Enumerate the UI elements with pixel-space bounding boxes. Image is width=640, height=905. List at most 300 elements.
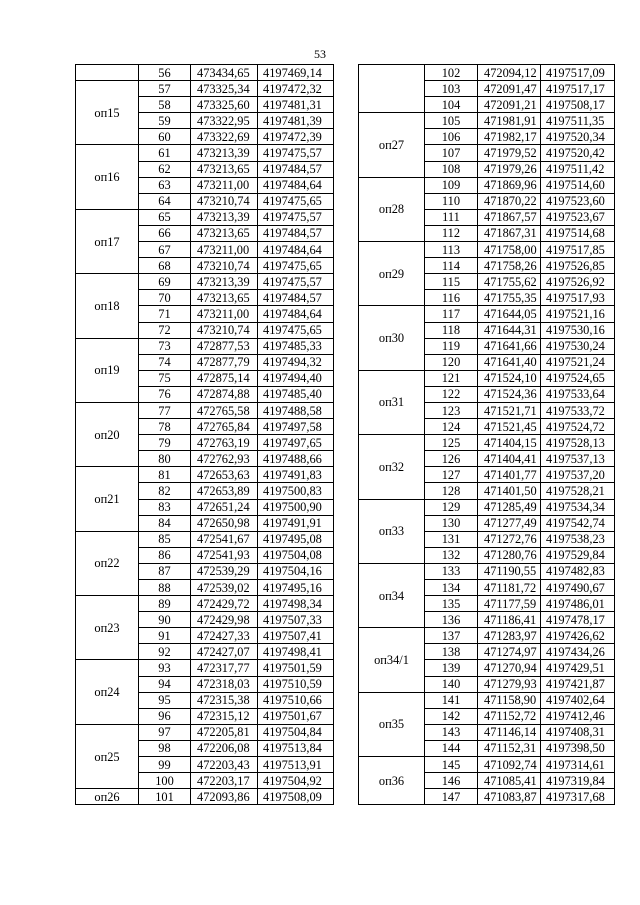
y-coordinate: 4197497,58 <box>258 419 334 435</box>
y-coordinate: 4197490,67 <box>541 580 615 596</box>
support-label <box>359 65 425 113</box>
y-coordinate: 4197517,17 <box>541 81 615 97</box>
point-number: 93 <box>139 660 191 676</box>
y-coordinate: 4197529,84 <box>541 547 615 563</box>
table-row <box>76 81 334 97</box>
x-coordinate: 471083,87 <box>478 789 541 805</box>
y-coordinate: 4197481,31 <box>258 97 334 113</box>
point-number: 82 <box>139 483 191 499</box>
y-coordinate: 4197528,13 <box>541 435 615 451</box>
y-coordinate: 4197526,85 <box>541 258 615 274</box>
y-coordinate: 4197533,64 <box>541 386 615 402</box>
x-coordinate: 471521,45 <box>478 419 541 435</box>
y-coordinate: 4197484,57 <box>258 225 334 241</box>
x-coordinate: 473210,74 <box>191 193 258 209</box>
y-coordinate: 4197319,84 <box>541 773 615 789</box>
point-number: 57 <box>139 81 191 97</box>
point-number: 111 <box>425 209 478 225</box>
support-label: оп36 <box>359 757 425 805</box>
y-coordinate: 4197429,51 <box>541 660 615 676</box>
y-coordinate: 4197408,31 <box>541 724 615 740</box>
x-coordinate: 471755,62 <box>478 274 541 290</box>
y-coordinate: 4197542,74 <box>541 515 615 531</box>
x-coordinate: 473213,39 <box>191 209 258 225</box>
x-coordinate: 471644,05 <box>478 306 541 322</box>
y-coordinate: 4197514,68 <box>541 225 615 241</box>
x-coordinate: 471641,40 <box>478 354 541 370</box>
x-coordinate: 471758,26 <box>478 258 541 274</box>
point-number: 110 <box>425 193 478 209</box>
x-coordinate: 473211,00 <box>191 306 258 322</box>
x-coordinate: 471092,74 <box>478 757 541 773</box>
y-coordinate: 4197530,24 <box>541 338 615 354</box>
x-coordinate: 472094,12 <box>478 65 541 81</box>
point-number: 116 <box>425 290 478 306</box>
y-coordinate: 4197475,65 <box>258 322 334 338</box>
y-coordinate: 4197523,60 <box>541 193 615 209</box>
y-coordinate: 4197524,72 <box>541 419 615 435</box>
y-coordinate: 4197501,59 <box>258 660 334 676</box>
y-coordinate: 4197504,08 <box>258 547 334 563</box>
point-number: 135 <box>425 596 478 612</box>
y-coordinate: 4197523,67 <box>541 209 615 225</box>
point-number: 105 <box>425 113 478 129</box>
point-number: 74 <box>139 354 191 370</box>
table-row <box>359 692 615 708</box>
point-number: 124 <box>425 419 478 435</box>
point-number: 144 <box>425 740 478 756</box>
table-row <box>359 65 615 81</box>
point-number: 77 <box>139 402 191 418</box>
table-row <box>359 177 615 193</box>
x-coordinate: 471186,41 <box>478 612 541 628</box>
support-label: оп19 <box>76 338 139 402</box>
point-number: 112 <box>425 225 478 241</box>
y-coordinate: 4197498,41 <box>258 644 334 660</box>
x-coordinate: 471758,00 <box>478 242 541 258</box>
y-coordinate: 4197475,57 <box>258 209 334 225</box>
y-coordinate: 4197469,14 <box>258 65 334 81</box>
point-number: 68 <box>139 258 191 274</box>
point-number: 62 <box>139 161 191 177</box>
coordinates-table-right <box>358 64 615 805</box>
x-coordinate: 471085,41 <box>478 773 541 789</box>
support-label: оп22 <box>76 531 139 595</box>
point-number: 136 <box>425 612 478 628</box>
x-coordinate: 471190,55 <box>478 563 541 579</box>
x-coordinate: 472429,72 <box>191 596 258 612</box>
y-coordinate: 4197514,60 <box>541 177 615 193</box>
table-row <box>359 306 615 322</box>
y-coordinate: 4197520,42 <box>541 145 615 161</box>
x-coordinate: 471272,76 <box>478 531 541 547</box>
point-number: 134 <box>425 580 478 596</box>
point-number: 141 <box>425 692 478 708</box>
point-number: 128 <box>425 483 478 499</box>
x-coordinate: 471979,26 <box>478 161 541 177</box>
support-label: оп15 <box>76 81 139 145</box>
y-coordinate: 4197517,85 <box>541 242 615 258</box>
table-row <box>76 789 334 805</box>
y-coordinate: 4197482,83 <box>541 563 615 579</box>
point-number: 86 <box>139 547 191 563</box>
table-row <box>359 113 615 129</box>
table-row <box>76 209 334 225</box>
point-number: 123 <box>425 402 478 418</box>
point-number: 140 <box>425 676 478 692</box>
x-coordinate: 472539,29 <box>191 563 258 579</box>
point-number: 121 <box>425 370 478 386</box>
point-number: 122 <box>425 386 478 402</box>
x-coordinate: 472203,17 <box>191 773 258 789</box>
table-row <box>76 531 334 547</box>
x-coordinate: 473210,74 <box>191 258 258 274</box>
x-coordinate: 471979,52 <box>478 145 541 161</box>
y-coordinate: 4197530,16 <box>541 322 615 338</box>
y-coordinate: 4197412,46 <box>541 708 615 724</box>
y-coordinate: 4197314,61 <box>541 757 615 773</box>
point-number: 85 <box>139 531 191 547</box>
x-coordinate: 471755,35 <box>478 290 541 306</box>
x-coordinate: 473213,39 <box>191 145 258 161</box>
x-coordinate: 471867,57 <box>478 209 541 225</box>
table-row <box>76 274 334 290</box>
support-label <box>76 65 139 81</box>
point-number: 64 <box>139 193 191 209</box>
point-number: 80 <box>139 451 191 467</box>
y-coordinate: 4197511,42 <box>541 161 615 177</box>
x-coordinate: 471158,90 <box>478 692 541 708</box>
x-coordinate: 472874,88 <box>191 386 258 402</box>
support-label: оп17 <box>76 209 139 273</box>
y-coordinate: 4197507,33 <box>258 612 334 628</box>
y-coordinate: 4197494,32 <box>258 354 334 370</box>
table-row <box>359 242 615 258</box>
x-coordinate: 471274,97 <box>478 644 541 660</box>
x-coordinate: 472315,38 <box>191 692 258 708</box>
point-number: 129 <box>425 499 478 515</box>
x-coordinate: 472427,07 <box>191 644 258 660</box>
point-number: 139 <box>425 660 478 676</box>
table-row <box>76 65 334 81</box>
y-coordinate: 4197402,64 <box>541 692 615 708</box>
y-coordinate: 4197510,59 <box>258 676 334 692</box>
y-coordinate: 4197491,83 <box>258 467 334 483</box>
point-number: 76 <box>139 386 191 402</box>
support-label: оп28 <box>359 177 425 241</box>
y-coordinate: 4197500,83 <box>258 483 334 499</box>
x-coordinate: 472206,08 <box>191 740 258 756</box>
point-number: 120 <box>425 354 478 370</box>
support-label: оп27 <box>359 113 425 177</box>
point-number: 70 <box>139 290 191 306</box>
point-number: 130 <box>425 515 478 531</box>
x-coordinate: 472318,03 <box>191 676 258 692</box>
point-number: 147 <box>425 789 478 805</box>
y-coordinate: 4197537,20 <box>541 467 615 483</box>
x-coordinate: 472765,58 <box>191 402 258 418</box>
x-coordinate: 472093,86 <box>191 789 258 805</box>
support-label: оп23 <box>76 596 139 660</box>
x-coordinate: 473211,00 <box>191 177 258 193</box>
y-coordinate: 4197511,35 <box>541 113 615 129</box>
x-coordinate: 471280,76 <box>478 547 541 563</box>
x-coordinate: 472650,98 <box>191 515 258 531</box>
y-coordinate: 4197485,33 <box>258 338 334 354</box>
point-number: 118 <box>425 322 478 338</box>
point-number: 119 <box>425 338 478 354</box>
point-number: 103 <box>425 81 478 97</box>
y-coordinate: 4197494,40 <box>258 370 334 386</box>
y-coordinate: 4197472,39 <box>258 129 334 145</box>
x-coordinate: 473325,34 <box>191 81 258 97</box>
point-number: 117 <box>425 306 478 322</box>
point-number: 94 <box>139 676 191 692</box>
x-coordinate: 472541,67 <box>191 531 258 547</box>
x-coordinate: 471277,49 <box>478 515 541 531</box>
x-coordinate: 471283,97 <box>478 628 541 644</box>
support-label: оп26 <box>76 789 139 805</box>
y-coordinate: 4197513,84 <box>258 740 334 756</box>
table-row <box>76 338 334 354</box>
y-coordinate: 4197510,66 <box>258 692 334 708</box>
table-row <box>76 660 334 676</box>
table-row <box>76 724 334 740</box>
point-number: 138 <box>425 644 478 660</box>
support-label: оп21 <box>76 467 139 531</box>
x-coordinate: 472765,84 <box>191 419 258 435</box>
point-number: 92 <box>139 644 191 660</box>
y-coordinate: 4197501,67 <box>258 708 334 724</box>
support-label: оп33 <box>359 499 425 563</box>
table-row <box>76 145 334 161</box>
point-number: 96 <box>139 708 191 724</box>
point-number: 106 <box>425 129 478 145</box>
y-coordinate: 4197475,57 <box>258 145 334 161</box>
support-label: оп31 <box>359 370 425 434</box>
point-number: 73 <box>139 338 191 354</box>
point-number: 56 <box>139 65 191 81</box>
x-coordinate: 472763,19 <box>191 435 258 451</box>
point-number: 90 <box>139 612 191 628</box>
x-coordinate: 473210,74 <box>191 322 258 338</box>
y-coordinate: 4197488,58 <box>258 402 334 418</box>
point-number: 102 <box>425 65 478 81</box>
y-coordinate: 4197484,57 <box>258 161 334 177</box>
x-coordinate: 471401,50 <box>478 483 541 499</box>
point-number: 97 <box>139 724 191 740</box>
y-coordinate: 4197508,17 <box>541 97 615 113</box>
x-coordinate: 473322,69 <box>191 129 258 145</box>
x-coordinate: 473213,65 <box>191 290 258 306</box>
x-coordinate: 471644,31 <box>478 322 541 338</box>
table-row <box>76 596 334 612</box>
page-number: 53 <box>314 47 326 61</box>
point-number: 84 <box>139 515 191 531</box>
point-number: 83 <box>139 499 191 515</box>
table-row <box>359 499 615 515</box>
support-label: оп29 <box>359 242 425 306</box>
x-coordinate: 472651,24 <box>191 499 258 515</box>
point-number: 115 <box>425 274 478 290</box>
point-number: 113 <box>425 242 478 258</box>
x-coordinate: 471146,14 <box>478 724 541 740</box>
table-row <box>76 402 334 418</box>
point-number: 79 <box>139 435 191 451</box>
table-row <box>359 628 615 644</box>
x-coordinate: 472875,14 <box>191 370 258 386</box>
point-number: 87 <box>139 563 191 579</box>
support-label: оп34/1 <box>359 628 425 692</box>
x-coordinate: 471279,93 <box>478 676 541 692</box>
point-number: 133 <box>425 563 478 579</box>
x-coordinate: 472877,79 <box>191 354 258 370</box>
y-coordinate: 4197486,01 <box>541 596 615 612</box>
x-coordinate: 472091,21 <box>478 97 541 113</box>
point-number: 125 <box>425 435 478 451</box>
y-coordinate: 4197534,34 <box>541 499 615 515</box>
y-coordinate: 4197504,16 <box>258 563 334 579</box>
point-number: 126 <box>425 451 478 467</box>
x-coordinate: 471524,36 <box>478 386 541 402</box>
y-coordinate: 4197491,91 <box>258 515 334 531</box>
y-coordinate: 4197475,65 <box>258 258 334 274</box>
y-coordinate: 4197504,84 <box>258 724 334 740</box>
x-coordinate: 472427,33 <box>191 628 258 644</box>
y-coordinate: 4197513,91 <box>258 757 334 773</box>
x-coordinate: 472429,98 <box>191 612 258 628</box>
point-number: 95 <box>139 692 191 708</box>
y-coordinate: 4197481,39 <box>258 113 334 129</box>
x-coordinate: 473211,00 <box>191 242 258 258</box>
y-coordinate: 4197533,72 <box>541 402 615 418</box>
y-coordinate: 4197528,21 <box>541 483 615 499</box>
y-coordinate: 4197484,64 <box>258 177 334 193</box>
x-coordinate: 472539,02 <box>191 580 258 596</box>
y-coordinate: 4197508,09 <box>258 789 334 805</box>
x-coordinate: 471152,72 <box>478 708 541 724</box>
point-number: 98 <box>139 740 191 756</box>
x-coordinate: 471270,94 <box>478 660 541 676</box>
x-coordinate: 471869,96 <box>478 177 541 193</box>
support-label: оп35 <box>359 692 425 756</box>
y-coordinate: 4197504,92 <box>258 773 334 789</box>
y-coordinate: 4197524,65 <box>541 370 615 386</box>
support-label: оп16 <box>76 145 139 209</box>
y-coordinate: 4197521,24 <box>541 354 615 370</box>
y-coordinate: 4197478,17 <box>541 612 615 628</box>
x-coordinate: 471870,22 <box>478 193 541 209</box>
point-number: 61 <box>139 145 191 161</box>
point-number: 108 <box>425 161 478 177</box>
point-number: 107 <box>425 145 478 161</box>
x-coordinate: 472203,43 <box>191 757 258 773</box>
x-coordinate: 471521,71 <box>478 402 541 418</box>
table-row <box>359 370 615 386</box>
y-coordinate: 4197538,23 <box>541 531 615 547</box>
x-coordinate: 471152,31 <box>478 740 541 756</box>
point-number: 142 <box>425 708 478 724</box>
point-number: 101 <box>139 789 191 805</box>
point-number: 72 <box>139 322 191 338</box>
y-coordinate: 4197475,65 <box>258 193 334 209</box>
table-row <box>359 563 615 579</box>
x-coordinate: 471867,31 <box>478 225 541 241</box>
x-coordinate: 472315,12 <box>191 708 258 724</box>
x-coordinate: 472091,47 <box>478 81 541 97</box>
y-coordinate: 4197521,16 <box>541 306 615 322</box>
x-coordinate: 473322,95 <box>191 113 258 129</box>
x-coordinate: 472762,93 <box>191 451 258 467</box>
y-coordinate: 4197484,57 <box>258 290 334 306</box>
point-number: 59 <box>139 113 191 129</box>
support-label: оп34 <box>359 563 425 627</box>
y-coordinate: 4197434,26 <box>541 644 615 660</box>
y-coordinate: 4197500,90 <box>258 499 334 515</box>
support-label: оп30 <box>359 306 425 370</box>
point-number: 78 <box>139 419 191 435</box>
point-number: 60 <box>139 129 191 145</box>
point-number: 91 <box>139 628 191 644</box>
point-number: 69 <box>139 274 191 290</box>
support-label: оп20 <box>76 402 139 466</box>
point-number: 104 <box>425 97 478 113</box>
support-label: оп18 <box>76 274 139 338</box>
x-coordinate: 471177,59 <box>478 596 541 612</box>
x-coordinate: 471524,10 <box>478 370 541 386</box>
point-number: 88 <box>139 580 191 596</box>
x-coordinate: 471404,15 <box>478 435 541 451</box>
point-number: 58 <box>139 97 191 113</box>
x-coordinate: 471181,72 <box>478 580 541 596</box>
point-number: 131 <box>425 531 478 547</box>
y-coordinate: 4197472,32 <box>258 81 334 97</box>
y-coordinate: 4197520,34 <box>541 129 615 145</box>
point-number: 109 <box>425 177 478 193</box>
point-number: 145 <box>425 757 478 773</box>
point-number: 63 <box>139 177 191 193</box>
x-coordinate: 472877,53 <box>191 338 258 354</box>
table-row <box>359 757 615 773</box>
x-coordinate: 472653,63 <box>191 467 258 483</box>
x-coordinate: 471982,17 <box>478 129 541 145</box>
x-coordinate: 473325,60 <box>191 97 258 113</box>
y-coordinate: 4197398,50 <box>541 740 615 756</box>
x-coordinate: 473434,65 <box>191 65 258 81</box>
y-coordinate: 4197517,09 <box>541 65 615 81</box>
x-coordinate: 473213,65 <box>191 225 258 241</box>
point-number: 114 <box>425 258 478 274</box>
point-number: 132 <box>425 547 478 563</box>
point-number: 67 <box>139 242 191 258</box>
support-label: оп25 <box>76 724 139 788</box>
point-number: 89 <box>139 596 191 612</box>
x-coordinate: 471641,66 <box>478 338 541 354</box>
y-coordinate: 4197484,64 <box>258 306 334 322</box>
support-label: оп24 <box>76 660 139 724</box>
y-coordinate: 4197537,13 <box>541 451 615 467</box>
x-coordinate: 471404,41 <box>478 451 541 467</box>
point-number: 65 <box>139 209 191 225</box>
x-coordinate: 471981,91 <box>478 113 541 129</box>
point-number: 99 <box>139 757 191 773</box>
point-number: 143 <box>425 724 478 740</box>
y-coordinate: 4197426,62 <box>541 628 615 644</box>
support-label: оп32 <box>359 435 425 499</box>
x-coordinate: 471401,77 <box>478 467 541 483</box>
x-coordinate: 472317,77 <box>191 660 258 676</box>
x-coordinate: 472205,81 <box>191 724 258 740</box>
